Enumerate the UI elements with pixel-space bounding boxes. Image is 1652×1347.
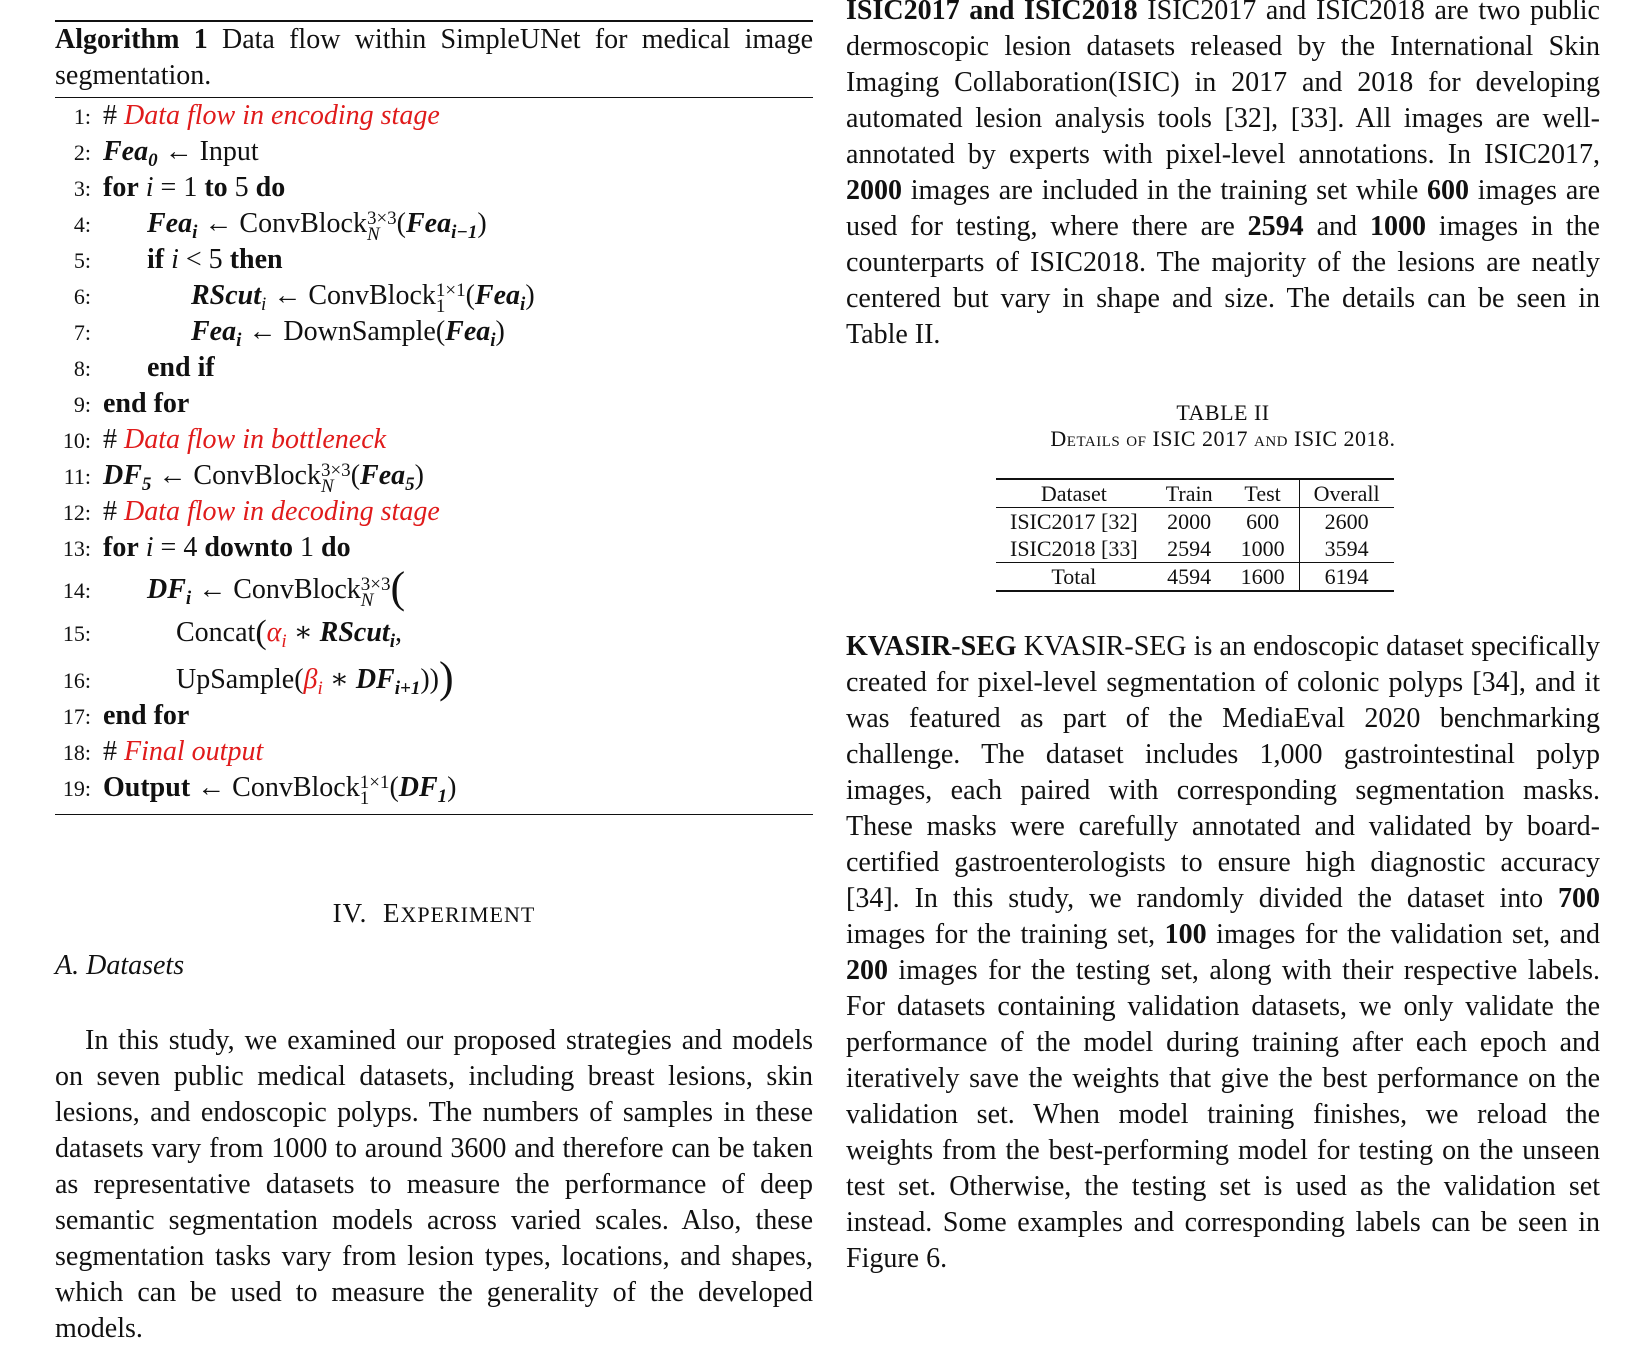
number-bold: 2000 (846, 175, 902, 206)
text-run: images for the validation set, and (1206, 919, 1601, 950)
number-bold: 100 (1164, 919, 1207, 950)
number-bold: 1000 (1369, 211, 1426, 242)
isic-heading: ISIC2017 and ISIC2018 (846, 0, 1138, 26)
text-run: images for the training set, (846, 919, 1165, 950)
keyword: for (103, 532, 139, 563)
algo-line-5: 5: if i < 5 then (55, 242, 813, 278)
text-run: and (1303, 211, 1370, 242)
algo-line-13: 13: for i = 4 downto 1 do (55, 530, 813, 566)
algo-line-4: 4: Fea$_i$ ← ConvBlock 3×3 N (Fea$_{i-1}$) (55, 206, 813, 242)
line-number: 7: (73, 320, 91, 345)
line-number: 15: (62, 621, 91, 646)
algo-line-16: 16: $UpSample(\beta_i$ ∗ $DF_{i+1}$))) (55, 660, 813, 696)
algo-comment: Data flow in decoding stage (124, 496, 440, 527)
algo-line-19: 19: Output ← ConvBlock 1×1 1 $(DF_1)$ (55, 770, 813, 806)
table-caption: Details of ISIC 2017 and ISIC 2018. (1050, 426, 1396, 451)
algo-line-1: 1: # Data flow in encoding stage (55, 98, 813, 134)
line-number: 10: (62, 428, 91, 453)
line-number: 8: (73, 356, 91, 381)
table-row (996, 508, 1394, 536)
algo-comment: Data flow in bottleneck (124, 424, 387, 455)
algo-comment: Data flow in encoding stage (124, 100, 440, 131)
number-bold: 200 (846, 955, 888, 986)
algo-line-9 (55, 386, 813, 422)
table-header: Overall (1313, 481, 1380, 506)
table-row (996, 535, 1394, 563)
number-bold: 700 (1558, 883, 1600, 914)
keyword: end for (103, 388, 190, 419)
keyword: for (103, 172, 139, 203)
table-cell: ISIC2017 [32] (1010, 509, 1138, 534)
text-run: images are included in the training set while (902, 175, 1428, 206)
algorithm-caption-text: Data flow within SimpleUNet for medical image segmentation. (55, 24, 813, 91)
function-name: ConvBlock (232, 772, 360, 803)
algo-line-17 (55, 698, 813, 734)
line-number: 5: (73, 248, 91, 273)
section-number: IV. (332, 898, 368, 928)
line-number: 12: (62, 500, 91, 525)
table-cell: 4594 (1167, 564, 1212, 589)
table-cell: 2594 (1167, 536, 1212, 561)
table-cell: 2600 (1324, 509, 1369, 534)
text-run: KVASIR-SEG is an endoscopic dataset specifically created for pixel-level segmentation of colonic polyps [34], and it was featured as part of the MediaEval 2020 benchmarking challenge. The dataset includes 1,000 gastrointestinal polyp images, each paired with corresponding segmentation masks. These masks were carefully annotated and validated by board-certified gastroenterologists to ensure high diagnostic accuracy [34]. In this study, we randomly divided the dataset into (846, 631, 1600, 914)
table-cell: 3594 (1324, 536, 1369, 561)
isic-paragraph (846, 0, 1600, 353)
kvasir-heading: KVASIR-SEG (846, 631, 1017, 662)
table-cell: Total (1051, 564, 1097, 589)
text-run: ISIC2017 and ISIC2018 are two public dermoscopic lesion datasets released by the International Skin Imaging Collaboration(ISIC) in 2017 and 2018 for developing automated lesion analysis tools [32], [33]. All images are well-annotated by experts with pixel-level annotations. In ISIC2017, (846, 0, 1600, 170)
table-header: Dataset (1040, 481, 1107, 506)
algo-line-18: 18: # Final output (55, 734, 813, 770)
table-cell: 2000 (1167, 509, 1212, 534)
keyword: if (147, 244, 165, 275)
algo-line-12: 12: # Data flow in decoding stage (55, 494, 813, 530)
keyword: do (255, 172, 286, 203)
function-name: UpSample (176, 664, 295, 695)
section-title-initial: E (382, 898, 401, 928)
line-number: 16: (62, 668, 91, 693)
table-cell: 1000 (1227, 535, 1300, 563)
line-number: 19: (62, 776, 91, 801)
algo-line-15: 15: $Concat(\alpha_i$ ∗ RScut$_i$, (55, 615, 813, 651)
line-number: 17: (62, 704, 91, 729)
table-cell: 6194 (1324, 564, 1369, 589)
table-row-total (996, 563, 1394, 592)
function-name: Concat (176, 617, 256, 648)
line-number: 4: (73, 212, 91, 237)
table-header: Train (1165, 481, 1213, 506)
algorithm-bottom-rule (55, 814, 813, 815)
algo-line-3: 3: for i = 1 to 5 do (55, 170, 813, 206)
line-number: 18: (62, 740, 91, 765)
algo-line-8 (55, 350, 813, 386)
function-name: ConvBlock (233, 574, 361, 605)
algo-line-10: 10: # Data flow in bottleneck (55, 422, 813, 458)
number-bold: 2594 (1247, 211, 1304, 242)
line-number: 2: (73, 140, 91, 165)
keyword: end for (103, 700, 190, 731)
line-number: 14: (62, 578, 91, 603)
keyword: downto (204, 532, 294, 563)
table-cell: ISIC2018 [33] (1010, 536, 1138, 561)
keyword: then (229, 244, 283, 275)
keyword: Output (103, 772, 191, 803)
kvasir-paragraph (846, 629, 1600, 1277)
algo-line-6: 6: RScut$_i$ ← ConvBlock 1×1 1 (Fea$_i$) (55, 278, 813, 314)
line-number: 11: (63, 464, 91, 489)
table-header-row (996, 479, 1394, 508)
algo-line-7: 7: Fea$_i$ ← DownSample(Fea$_i$) (55, 314, 813, 350)
algorithm-label: Algorithm 1 (55, 24, 208, 55)
algo-comment: Final output (124, 736, 264, 767)
datasets-paragraph: In this study, we examined our proposed strategies and models on seven public medical datasets, including breast lesions, skin lesions, and endoscopic polyps. The numbers of samples in these datasets vary from 1000 to around 3600 and therefore can be taken as representative datasets to measure the performance of deep semantic segmentation models across varied scales. Also, these segmentation tasks vary from lesion types, locations, and shapes, which can be used to measure the generality of the developed models. (55, 1025, 813, 1344)
subsection-title: A. Datasets (55, 950, 185, 981)
table-cell: 1600 (1227, 563, 1300, 592)
function-name: DownSample (283, 316, 436, 347)
keyword: to (204, 172, 228, 203)
table-label: TABLE II (1176, 400, 1270, 425)
line-number: 9: (73, 392, 91, 417)
text-run: images for the testing set, along with their respective labels. For datasets containing validation datasets, we only validate the performance of the model during training after each epoch and iteratively save the weights that give the best performance on the validation set. When model training finishes, we reload the weights from the best-performing model for testing on the unseen test set. Otherwise, the testing set is used as the validation set instead. Some examples and corresponding labels can be seen in Figure 6. (846, 955, 1600, 1274)
text-run: images are used for testing, where there are (846, 175, 1600, 242)
algo-input: Input (199, 136, 259, 167)
function-name: ConvBlock (308, 280, 436, 311)
table-header: Test (1227, 479, 1300, 508)
algo-line-2: 2: Fea$_0$ ← Input (55, 134, 813, 170)
line-number: 6: (73, 284, 91, 309)
algorithm-caption (55, 22, 813, 94)
function-name: ConvBlock (239, 208, 367, 239)
algo-line-14: 14: $DF_i$ ← ConvBlock 3×3 N ( (55, 570, 813, 606)
line-number: 3: (73, 176, 91, 201)
table-cell: 600 (1227, 508, 1300, 536)
details-table (996, 478, 1394, 592)
keyword: do (321, 532, 351, 563)
text-run: images in the counterparts of ISIC2018. The majority of the lesions are neatly centered but vary in shape and size. The details can be seen in Table II. (846, 211, 1600, 350)
function-name: ConvBlock (193, 460, 321, 491)
number-bold: 600 (1427, 175, 1470, 206)
line-number: 1: (73, 104, 91, 129)
section-title (55, 898, 813, 929)
keyword: end if (147, 352, 215, 383)
line-number: 13: (62, 536, 91, 561)
section-title-rest: XPERIMENT (400, 902, 536, 927)
algo-line-11: 11: $DF_5$ ← ConvBlock 3×3 N (Fea$_5$) (55, 458, 813, 494)
